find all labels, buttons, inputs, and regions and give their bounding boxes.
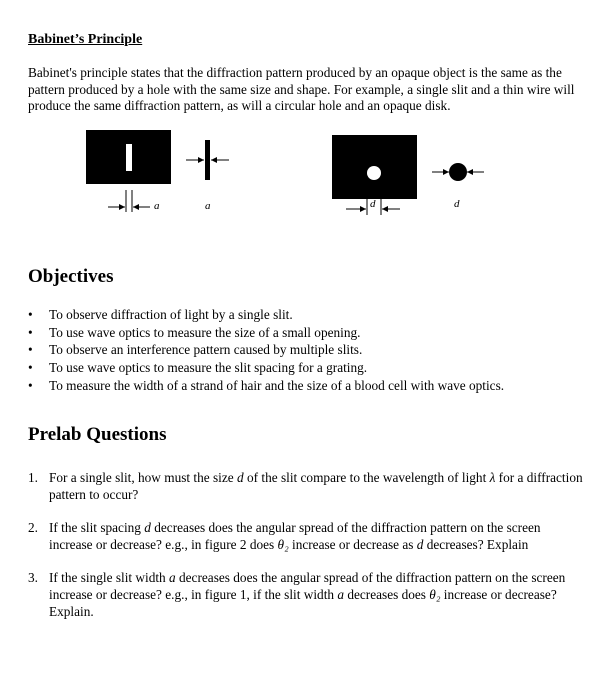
slit-width-label: a: [154, 200, 160, 212]
question-item-2: 2. If the slit spacing d decreases does the angular spread of the diffraction pattern on the screen increase or decrease? e.g., in figure 2 does θ₂ increase or decrease as d decreases? Explain: [28, 520, 541, 552]
slit-opening: [126, 144, 132, 171]
objectives-list: [28, 306, 588, 394]
diameter-arrow-right-icon: [467, 169, 484, 175]
prelab-heading: Prelab Questions: [28, 424, 167, 445]
bullet-icon: •: [28, 324, 33, 340]
intro-paragraph: Babinet's principle states that the diffraction pattern produced by an opaque object is the same as the pattern produced by a hole with the same size and shape. For example, a single slit and a thin wire will produce the same diffraction pattern, as will a circular hole and an opaque disk.: [28, 65, 575, 113]
figure-thin-wire: [184, 140, 234, 212]
hole-diameter-label: d: [370, 198, 376, 210]
hole-opening: [367, 166, 381, 180]
wire-width-label: a: [205, 200, 211, 212]
list-item: • To observe diffraction of light by a single slit.: [28, 307, 293, 322]
objectives-heading: Objectives: [28, 266, 114, 287]
width-arrow-left-icon: [186, 157, 204, 163]
list-item: • To use wave optics to measure the size of a small opening.: [28, 324, 361, 340]
figure-single-slit: [86, 130, 186, 220]
bullet-icon: •: [28, 377, 33, 393]
figure-opaque-disk: [430, 160, 490, 210]
section-title: Babinet’s Principle: [28, 32, 143, 47]
bullet-icon: •: [28, 360, 33, 376]
width-arrow-right-icon: [211, 157, 229, 163]
disk: [449, 163, 467, 181]
list-item: • To use wave optics to measure the slit spacing for a grating.: [28, 360, 368, 376]
width-arrow-left-icon: [108, 204, 125, 210]
question-number: 1.: [28, 470, 38, 485]
wire: [205, 140, 210, 180]
diameter-arrow-right-icon: [382, 206, 400, 212]
diameter-arrow-left-icon: [432, 169, 449, 175]
question-item-1: 1. For a single slit, how must the size d of the slit compare to the wavelength of light λ for a diffraction pattern to occur?: [28, 470, 583, 502]
disk-diameter-label: d: [454, 198, 460, 210]
list-item: • To observe an interference pattern caused by multiple slits.: [28, 342, 363, 358]
prelab-question-list: [28, 469, 584, 636]
diameter-arrow-left-icon: [346, 206, 366, 212]
figure-circular-hole: [332, 135, 432, 220]
bullet-icon: •: [28, 342, 33, 358]
question-number: 3.: [28, 570, 38, 585]
question-number: 2.: [28, 520, 38, 535]
width-arrow-right-icon: [133, 204, 150, 210]
bullet-icon: •: [28, 307, 33, 322]
question-item-3: 3. If the single slit width a decreases does the angular spread of the diffraction pattern on the screen increase or decrease? e.g., in figure 1, if the slit width a decreases does θ₂ increase or decrease? Explain.: [28, 570, 566, 619]
list-item: • To measure the width of a strand of hair and the size of a blood cell with wave optics.: [28, 377, 505, 393]
